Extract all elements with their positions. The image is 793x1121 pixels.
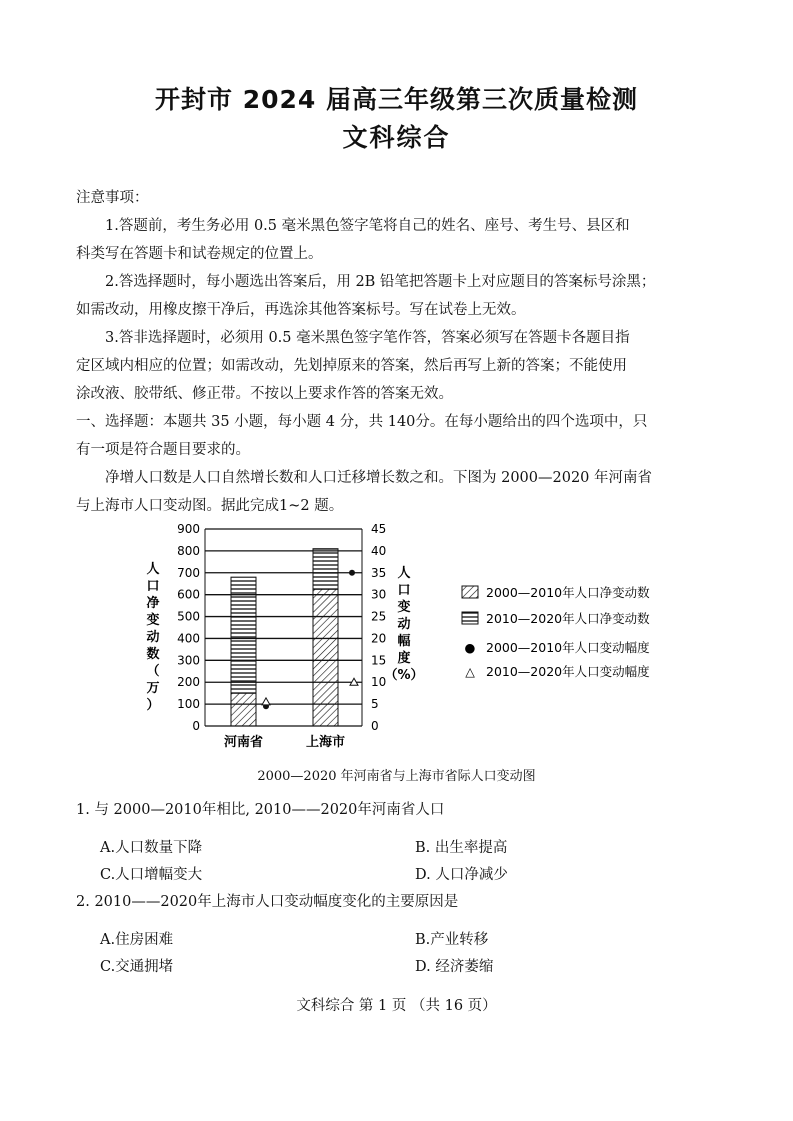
y-tick-label-right: 10	[371, 675, 387, 690]
y-tick-label-right: 30	[371, 587, 387, 602]
y-axis-title-left-char: 人	[146, 562, 160, 577]
notice-item-3-line-3: 涂改液、胶带纸、修正带。不按以上要求作答的答案无效。	[76, 386, 453, 402]
bar-2010-2020	[231, 577, 256, 693]
population-chart	[0, 515, 793, 765]
legend-swatch-horizontal	[462, 612, 478, 624]
y-tick-label-left: 100	[177, 697, 200, 712]
y-axis-title-right-char: （%）	[384, 668, 424, 683]
legend-label: 2010—2020年人口净变动数	[486, 611, 650, 626]
question-1-option-a[interactable]: A.人口数量下降	[100, 840, 203, 856]
question-1-option-b[interactable]: B. 出生率提高	[415, 840, 508, 856]
question-1-stem: 1. 与 2000—2010年相比, 2010——2020年河南省人口	[76, 802, 445, 818]
y-axis-title-left-char: 口	[146, 579, 160, 594]
y-tick-label-left: 800	[177, 543, 200, 558]
notice-item-3-line-1: 3.答非选择题时，必须用 0.5 毫米黑色签字笔作答，答案必须写在答题卡各题目指	[105, 330, 630, 346]
point-2000-2010	[349, 570, 355, 576]
section-heading-line-2: 有一项是符合题目要求的。	[76, 442, 250, 458]
legend-label: 2000—2010年人口变动幅度	[486, 640, 650, 655]
point-2010-2020	[262, 698, 270, 705]
y-axis-title-left-char: 动	[146, 630, 160, 645]
bar-2000-2010	[313, 589, 338, 726]
y-tick-label-right: 25	[371, 609, 387, 624]
notice-item-2-line-2: 如需改动，用橡皮擦干净后，再选涂其他答案标号。写在试卷上无效。	[76, 302, 526, 318]
bar-2000-2010	[231, 693, 256, 726]
y-tick-label-left: 200	[177, 675, 200, 690]
y-axis-title-left-char: 万	[146, 681, 160, 696]
y-axis-title-right-char: 人	[397, 566, 411, 581]
y-tick-label-right: 15	[371, 653, 387, 668]
legend-label: 2000—2010年人口净变动数	[486, 585, 650, 600]
y-axis-title-right-char: 幅	[397, 634, 411, 649]
question-2-option-a[interactable]: A.住房困难	[100, 932, 174, 948]
question-1-option-c[interactable]: C.人口增幅变大	[100, 867, 203, 883]
y-tick-label-right: 5	[371, 697, 379, 712]
category-label: 上海市	[305, 735, 346, 750]
y-tick-label-left: 600	[177, 587, 200, 602]
y-tick-label-left: 700	[177, 565, 200, 580]
y-tick-label-left: 0	[192, 719, 200, 733]
legend-triangle-marker: △	[465, 664, 475, 679]
legend-label: 2010—2020年人口变动幅度	[486, 664, 650, 679]
y-axis-title-left-char: 变	[146, 613, 160, 628]
intro-line-2: 与上海市人口变动图。据此完成1~2 题。	[76, 498, 344, 514]
section-heading-line-1: 一、选择题：本题共 35 小题，每小题 4 分，共 140分。在每小题给出的四个选项中，只	[76, 414, 648, 430]
y-axis-title-right-char: 变	[397, 600, 411, 615]
question-2-option-d[interactable]: D. 经济萎缩	[415, 959, 494, 975]
y-axis-title-right-char: 动	[397, 617, 411, 632]
notice-heading: 注意事项：	[76, 190, 149, 206]
y-axis-title-left-char: 数	[146, 647, 160, 662]
y-tick-label-left: 400	[177, 631, 200, 646]
y-tick-label-right: 40	[371, 543, 387, 558]
y-tick-label-right: 20	[371, 631, 387, 646]
y-tick-label-right: 45	[371, 522, 387, 536]
y-axis-title-left-char: ）	[146, 698, 160, 713]
category-label: 河南省	[223, 735, 264, 750]
question-1-option-d[interactable]: D. 人口净减少	[415, 867, 508, 883]
intro-line-1: 净增人口数是人口自然增长数和人口迁移增长数之和。下图为 2000—2020 年河南省	[105, 470, 653, 486]
notice-item-1-line-1: 1.答题前，考生务必用 0.5 毫米黑色签字笔将自己的姓名、座号、考生号、县区和	[105, 218, 630, 234]
bar-2010-2020	[313, 549, 338, 589]
question-2-option-b[interactable]: B.产业转移	[415, 932, 489, 948]
y-tick-label-left: 500	[177, 609, 200, 624]
y-tick-label-left: 300	[177, 653, 200, 668]
legend-swatch-diagonal	[462, 586, 478, 598]
subject-title: 文科综合	[342, 123, 451, 152]
notice-item-1-line-2: 科类写在答题卡和试卷规定的位置上。	[76, 246, 323, 262]
y-tick-label-left: 900	[177, 522, 200, 536]
y-axis-title-left-char: 净	[146, 596, 160, 611]
exam-title: 开封市 2024 届高三年级第三次质量检测	[155, 85, 638, 114]
page-footer: 文科综合 第 1 页 （共 16 页）	[296, 998, 497, 1014]
y-axis-title-right-char: 口	[397, 583, 411, 598]
y-tick-label-right: 35	[371, 565, 387, 580]
notice-item-2-line-1: 2.答选择题时，每小题选出答案后，用 2B 铅笔把答题卡上对应题目的答案标号涂黑；	[105, 274, 656, 290]
y-axis-title-right-char: 度	[397, 651, 411, 666]
y-tick-label-right: 0	[371, 719, 379, 733]
legend-dot-marker: ●	[464, 640, 476, 655]
question-2-option-c[interactable]: C.交通拥堵	[100, 959, 174, 975]
chart-caption: 2000—2020 年河南省与上海市省际人口变动图	[257, 769, 536, 784]
y-axis-title-left-char: （	[146, 664, 160, 679]
notice-item-3-line-2: 定区域内相应的位置；如需改动，先划掉原来的答案，然后再写上新的答案；不能使用	[76, 358, 627, 374]
question-2-stem: 2. 2010——2020年上海市人口变动幅度变化的主要原因是	[76, 894, 459, 910]
